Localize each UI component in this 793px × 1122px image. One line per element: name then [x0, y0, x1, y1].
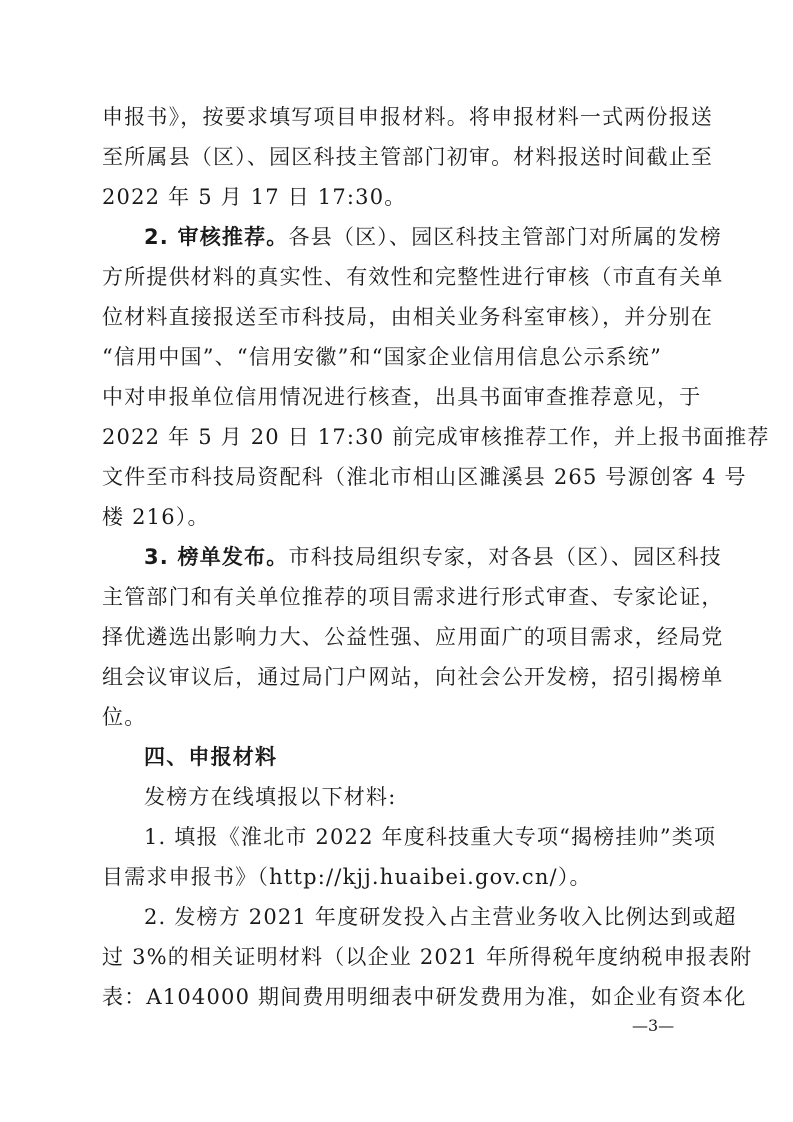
item-1-line-1: 1. 填报《淮北市 2022 年度科技重大专项“揭榜挂帅”类项 [144, 825, 717, 849]
paragraph-1-line-3: 2022 年 5 月 17 日 17:30。 [102, 185, 407, 209]
section-4-title: 四、申报材料 [144, 745, 278, 769]
paragraph-3-line-2: 主管部门和有关单位推荐的项目需求进行形式审查、专家论证， [102, 585, 724, 609]
page-number: —3— [632, 1016, 675, 1035]
paragraph-2-line-2: 方所提供材料的真实性、有效性和完整性进行审核（市直有关单 [102, 265, 724, 289]
paragraph-3-line-3: 择优遴选出影响力大、公益性强、应用面广的项目需求，经局党 [102, 625, 724, 649]
paragraph-2-line-4: “信用中国”、“信用安徽”和“国家企业信用信息公示系统” [102, 345, 663, 369]
paragraph-2-line-8: 楼 216）。 [102, 505, 210, 529]
item-1-line-2: 目需求申报书》（http://kjj.huaibei.gov.cn/）。 [102, 865, 592, 889]
item-2-line-1: 2. 发榜方 2021 年度研发投入占主营业务收入比例达到或超 [144, 905, 737, 929]
paragraph-3-line-1 [144, 543, 722, 571]
paragraph-2-line-3: 位材料直接报送至市科技局，由相关业务科室审核），并分别在 [102, 305, 714, 329]
paragraph-1-line-2: 至所属县（区）、园区科技主管部门初审。材料报送时间截止至 [102, 145, 714, 169]
paragraph-2-line-6: 2022 年 5 月 20 日 17:30 前完成审核推荐工作，并上报书面推荐 [102, 425, 770, 449]
paragraph-2-heading: 2. 审核推荐。 [144, 225, 289, 249]
paragraph-3-line-4: 组会议审议后，通过局门户网站，向社会公开发榜，招引揭榜单 [102, 665, 724, 689]
section-4-intro: 发榜方在线填报以下材料: [144, 785, 397, 809]
paragraph-3-heading: 3. 榜单发布。 [144, 545, 289, 569]
paragraph-3-line-5: 位。 [102, 705, 147, 729]
paragraph-2-line-1-text: 各县（区）、园区科技主管部门对所属的发榜 [288, 225, 722, 249]
paragraph-3-line-1-text: 市科技局组织专家，对各县（区）、园区科技 [288, 545, 722, 569]
item-2-line-2: 过 3%的相关证明材料（以企业 2021 年所得税年度纳税申报表附 [102, 945, 753, 969]
paragraph-2-line-1 [144, 223, 722, 251]
item-2-line-3: 表：A104000 期间费用明细表中研发费用为准，如企业有资本化 [102, 985, 747, 1009]
paragraph-1-line-1: 申报书》，按要求填写项目申报材料。将申报材料一式两份报送 [102, 105, 714, 129]
paragraph-2-line-7: 文件至市科技局资配科（淮北市相山区濉溪县 265 号源创客 4 号 [102, 465, 747, 489]
paragraph-2-line-5: 中对申报单位信用情况进行核查，出具书面审查推荐意见，于 [102, 385, 702, 409]
